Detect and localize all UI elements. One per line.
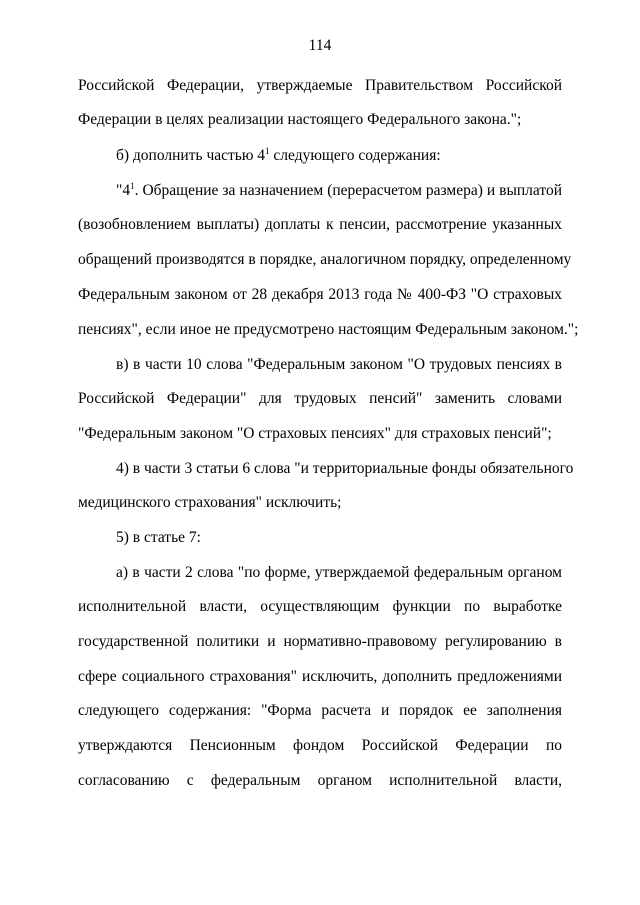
text-line: согласованию с федеральным органом исполнительной власти, [78, 772, 562, 789]
text-line: государственной политики и нормативно-правовому регулированию в [78, 633, 562, 650]
superscript: 1 [265, 146, 270, 156]
text-line: "Федеральным законом "О страховых пенсиях" для страховых пенсий"; [78, 425, 552, 442]
text-line: сфере социального страхования" исключить, дополнить предложениями [78, 668, 562, 685]
text-line: а) в части 2 слова "по форме, утверждаемой федеральным органом [116, 564, 562, 581]
text-line: 4) в части 3 статьи 6 слова "и территориальные фонды обязательного [116, 460, 574, 477]
text-line: Федеральным законом от 28 декабря 2013 года № 400-ФЗ "О страховых [78, 286, 562, 303]
text-fragment: . Обращение за назначением (перерасчетом размера) и выплатой [134, 182, 562, 199]
text-fragment: "4 [116, 182, 131, 199]
text-line: (возобновлением выплаты) доплаты к пенсии, рассмотрение указанных [78, 216, 562, 233]
text-line: пенсиях", если иное не предусмотрено настоящим Федеральным законом."; [78, 321, 579, 338]
text-fragment: следующего содержания: [269, 147, 441, 164]
text-line: обращений производятся в порядке, аналогичном порядку, определенному [78, 251, 572, 268]
text-line: в) в части 10 слова "Федеральным законом "О трудовых пенсиях в [116, 356, 562, 373]
text-line: исполнительной власти, осуществляющим функции по выработке [78, 598, 562, 615]
superscript: 1 [130, 181, 135, 191]
text-line: утверждаются Пенсионным фондом Российской Федерации по [78, 737, 562, 754]
text-line: Российской Федерации, утверждаемые Правительством Российской [78, 77, 562, 94]
text-line [116, 181, 562, 201]
text-fragment: б) дополнить частью 4 [116, 147, 266, 164]
text-line: 5) в статье 7: [116, 529, 201, 546]
page-number: 114 [308, 37, 332, 54]
text-line: Федерации в целях реализации настоящего Федерального закона."; [78, 111, 522, 128]
text-line: следующего содержания: "Форма расчета и порядок ее заполнения [78, 702, 562, 719]
text-line: медицинского страхования" исключить; [78, 494, 342, 511]
text-line [116, 146, 562, 166]
text-line: Российской Федерации" для трудовых пенсий" заменить словами [78, 390, 562, 407]
